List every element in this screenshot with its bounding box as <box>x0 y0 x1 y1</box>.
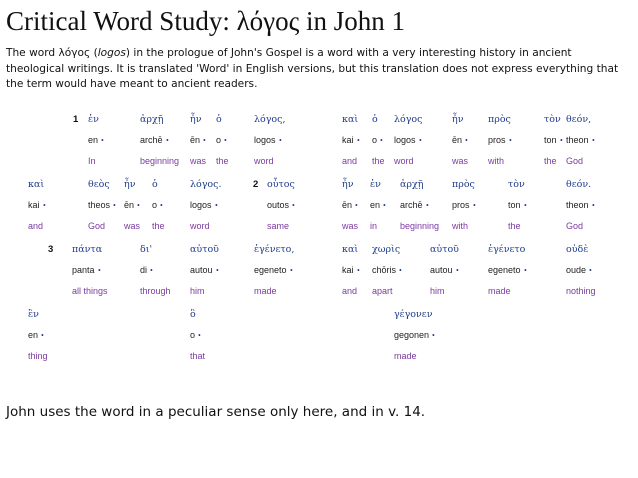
transliteration: ton <box>508 200 521 210</box>
transliteration: outos <box>267 200 290 210</box>
greek-word: ὁ <box>372 114 378 125</box>
transliteration: gegonen <box>394 330 430 340</box>
bullet-dot: • <box>426 201 429 210</box>
english-gloss: the <box>152 221 165 231</box>
transliteration: ēn <box>190 135 201 145</box>
greek-word: λόγος <box>394 114 423 125</box>
intro-paren-open: ( <box>90 47 98 59</box>
bullet-dot: • <box>150 266 153 275</box>
english-gloss: made <box>488 286 511 296</box>
bullet-dot: • <box>456 266 459 275</box>
bullet-dot: • <box>215 201 218 210</box>
english-gloss: thing <box>28 351 48 361</box>
greek-word: πρὸς <box>488 114 511 125</box>
english-gloss: him <box>430 286 445 296</box>
bullet-dot: • <box>592 136 595 145</box>
bullet-dot: • <box>43 201 46 210</box>
bullet-dot: • <box>279 136 282 145</box>
english-gloss: God <box>566 156 584 166</box>
greek-word: θεόν, <box>566 114 592 125</box>
transliteration: theon <box>566 200 589 210</box>
bullet-dot: • <box>224 136 227 145</box>
intro-transliteration: logos <box>97 47 126 59</box>
transliteration: ēn <box>124 200 135 210</box>
transliteration: oude <box>566 265 587 275</box>
english-gloss: the <box>372 156 385 166</box>
transliteration: ēn <box>342 200 353 210</box>
english-gloss: God <box>88 221 106 231</box>
transliteration: egeneto <box>488 265 521 275</box>
bullet-dot: • <box>380 136 383 145</box>
greek-word: καὶ <box>342 244 359 255</box>
bullet-dot: • <box>524 201 527 210</box>
greek-word: ἀρχῇ <box>140 114 164 125</box>
transliteration: en <box>88 135 99 145</box>
english-gloss: in <box>370 221 378 231</box>
greek-word: ἦν <box>124 179 136 190</box>
greek-word: ἦν <box>190 114 202 125</box>
greek-word: πάντα <box>72 244 103 255</box>
bullet-dot: • <box>98 266 101 275</box>
bullet-dot: • <box>509 136 512 145</box>
transliteration: di <box>140 265 148 275</box>
transliteration: theon <box>566 135 589 145</box>
bullet-dot: • <box>589 266 592 275</box>
english-gloss: through <box>140 286 171 296</box>
transliteration: pros <box>488 135 506 145</box>
verse-number-1: 1 <box>73 114 79 125</box>
transliteration: kai <box>342 265 354 275</box>
english-gloss: the <box>508 221 521 231</box>
bullet-dot: • <box>399 266 402 275</box>
greek-word: λόγος. <box>190 179 222 190</box>
greek-word: ὁ <box>152 179 158 190</box>
english-gloss: word <box>254 156 274 166</box>
greek-word: αὐτοῦ <box>190 244 219 255</box>
bullet-dot: • <box>357 266 360 275</box>
english-gloss: that <box>190 351 206 361</box>
bullet-dot: • <box>357 136 360 145</box>
bullet-dot: • <box>419 136 422 145</box>
transliteration: logos <box>394 135 416 145</box>
bullet-dot: • <box>465 136 468 145</box>
transliteration: kai <box>28 200 40 210</box>
english-gloss: and <box>342 286 358 296</box>
transliteration: ton <box>544 135 557 145</box>
intro-text-before: The word <box>6 47 59 59</box>
english-gloss: the <box>216 156 229 166</box>
transliteration: logos <box>254 135 276 145</box>
greek-word: θεὸς <box>88 179 110 190</box>
greek-word: τὸν <box>508 179 525 190</box>
greek-word: καὶ <box>342 114 359 125</box>
english-gloss: and <box>28 221 44 231</box>
transliteration: chōris <box>372 265 397 275</box>
greek-word: οὐδὲ <box>566 244 589 255</box>
english-gloss: God <box>566 221 584 231</box>
greek-word: δι' <box>140 244 153 255</box>
greek-word: τὸν <box>544 114 561 125</box>
english-gloss: apart <box>372 286 393 296</box>
greek-word: γέγονεν <box>394 309 433 320</box>
english-gloss: word <box>394 156 414 166</box>
verse-number-3: 3 <box>48 244 54 255</box>
english-gloss: beginning <box>140 156 180 166</box>
transliteration: kai <box>342 135 354 145</box>
english-gloss: with <box>452 221 469 231</box>
transliteration: o <box>190 330 196 340</box>
greek-word: ἀρχῇ <box>400 179 424 190</box>
bullet-dot: • <box>473 201 476 210</box>
greek-word: θεόν. <box>566 179 592 190</box>
bullet-dot: • <box>524 266 527 275</box>
bullet-dot: • <box>560 136 563 145</box>
greek-word: ἐν <box>370 179 381 190</box>
transliteration: autou <box>190 265 213 275</box>
transliteration: en <box>370 200 381 210</box>
bullet-dot: • <box>160 201 163 210</box>
bullet-dot: • <box>137 201 140 210</box>
transliteration: archē <box>140 135 163 145</box>
greek-word: ἐγένετο <box>488 244 526 255</box>
english-gloss: was <box>342 221 359 231</box>
page-title: Critical Word Study: λόγος in John 1 <box>6 6 406 36</box>
english-gloss: beginning <box>400 221 440 231</box>
intro-greek-word: λόγος <box>58 47 91 59</box>
transliteration: o <box>152 200 158 210</box>
bullet-dot: • <box>41 331 44 340</box>
transliteration: o <box>216 135 222 145</box>
transliteration: ēn <box>452 135 463 145</box>
bullet-dot: • <box>216 266 219 275</box>
bullet-dot: • <box>198 331 201 340</box>
transliteration: panta <box>72 265 95 275</box>
greek-word: λόγος, <box>254 114 286 125</box>
transliteration: egeneto <box>254 265 287 275</box>
english-gloss: with <box>488 156 505 166</box>
bullet-dot: • <box>101 136 104 145</box>
english-gloss: made <box>254 286 277 296</box>
greek-word: καὶ <box>28 179 45 190</box>
english-gloss: made <box>394 351 417 361</box>
greek-word: ὃ <box>190 309 196 320</box>
footer-note: John uses the word in a peculiar sense only here, and in v. 14. <box>6 404 426 420</box>
bullet-dot: • <box>290 266 293 275</box>
transliteration: archē <box>400 200 423 210</box>
english-gloss: word <box>190 221 210 231</box>
transliteration: theos <box>88 200 111 210</box>
greek-word: ἦν <box>452 114 464 125</box>
greek-word: ἓν <box>28 309 39 320</box>
bullet-dot: • <box>203 136 206 145</box>
greek-word: ἦν <box>342 179 354 190</box>
english-gloss: the <box>544 156 557 166</box>
bullet-dot: • <box>383 201 386 210</box>
english-gloss: all things <box>72 286 108 296</box>
bullet-dot: • <box>166 136 169 145</box>
bullet-dot: • <box>113 201 116 210</box>
greek-word: χωρὶς <box>372 244 401 255</box>
english-gloss: him <box>190 286 205 296</box>
greek-word: ἐγένετο, <box>254 244 295 255</box>
greek-word: ἐν <box>88 114 99 125</box>
english-gloss: was <box>124 221 141 231</box>
transliteration: pros <box>452 200 470 210</box>
greek-word: οὗτος <box>267 179 295 190</box>
english-gloss: same <box>267 221 290 231</box>
transliteration: en <box>28 330 39 340</box>
bullet-dot: • <box>292 201 295 210</box>
transliteration: autou <box>430 265 453 275</box>
bullet-dot: • <box>592 201 595 210</box>
bullet-dot: • <box>355 201 358 210</box>
english-gloss: was <box>452 156 469 166</box>
english-gloss: was <box>190 156 207 166</box>
english-gloss: and <box>342 156 358 166</box>
english-gloss: nothing <box>566 286 596 296</box>
greek-word: ὁ <box>216 114 222 125</box>
transliteration: logos <box>190 200 212 210</box>
english-gloss: In <box>88 156 96 166</box>
greek-word: πρὸς <box>452 179 475 190</box>
intro-text-after: ) in the prologue of John's Gospel is a word with a very interesting history in ancient theological writings. It is translated 'Word' in English versions, but this translation does not express everything that the term would have meant to ancient readers. <box>6 47 619 90</box>
bullet-dot: • <box>432 331 435 340</box>
greek-word: αὐτοῦ <box>430 244 459 255</box>
verse-number-2: 2 <box>253 179 259 190</box>
transliteration: o <box>372 135 378 145</box>
